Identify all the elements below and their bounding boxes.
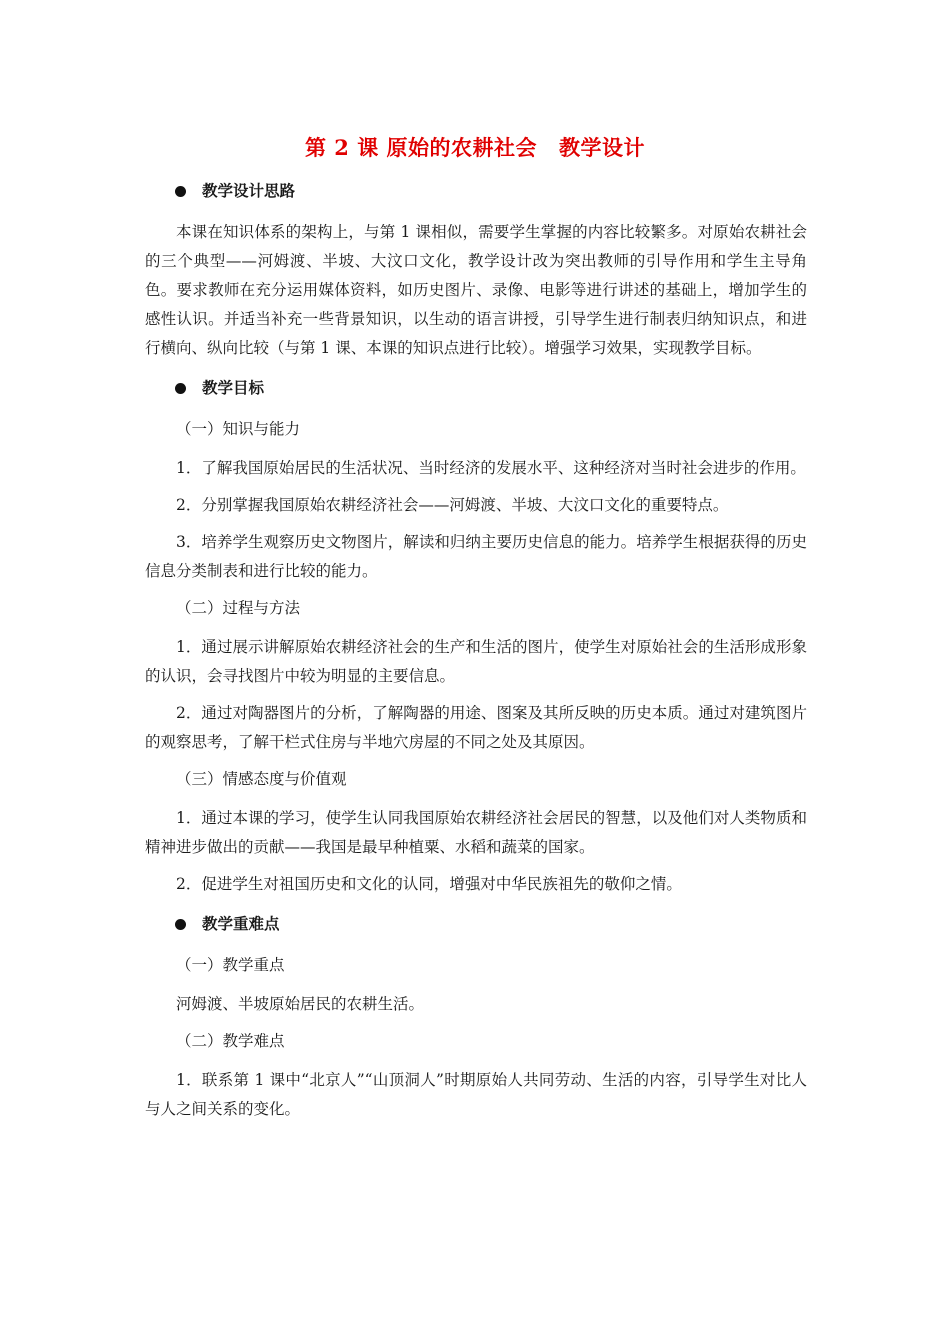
list-item: 3．培养学生观察历史文物图片，解读和归纳主要历史信息的能力。培养学生根据获得的历史信息分类制表和进行比较的能力。 [145, 533, 807, 580]
section-heading-key-points [175, 913, 807, 935]
document-body [145, 180, 807, 1132]
page-title [0, 134, 950, 162]
design-idea-paragraph: 本课在知识体系的架构上，与第 1 课相似，需要学生掌握的内容比较繁多。对原始农耕社会的三个典型——河姆渡、半坡、大汶口文化，教学设计改为突出教师的引导作用和学生主导角色。要求教师在充分运用媒体资料，如历史图片、录像、电影等进行讲述的基础上，增加学生的感性认识。并适当补充一些背景知识，以生动的语言讲授，引导学生进行制表归纳知识点，和进行横向、纵向比较（与第 1 课、本课的知识点进行比较）。增强学习效果，实现教学目标。 [145, 223, 807, 357]
list-item: 2．通过对陶器图片的分析，了解陶器的用途、图案及其所反映的历史本质。通过对建筑图片的观察思考，了解干栏式住房与半地穴房屋的不同之处及其原因。 [145, 704, 807, 751]
bullet-icon [175, 186, 186, 197]
section-heading-design-idea [175, 180, 807, 202]
title-lesson: 第 2 课 原始的农耕社会 [304, 135, 538, 160]
focus-text: 河姆渡、半坡原始居民的农耕生活。 [176, 995, 425, 1013]
title-design: 教学设计 [559, 135, 646, 160]
bullet-icon [175, 383, 186, 394]
subheading-knowledge: （一）知识与能力 [176, 420, 301, 438]
list-item: 1．联系第 1 课中“北京人”“山顶洞人”时期原始人共同劳动、生活的内容，引导学生对比人与人之间关系的变化。 [145, 1071, 807, 1118]
list-item: 2．促进学生对祖国历史和文化的认同，增强对中华民族祖先的敬仰之情。 [176, 875, 682, 893]
bullet-icon [175, 919, 186, 930]
subheading-focus: （一）教学重点 [176, 956, 285, 974]
list-item: 2．分别掌握我国原始农耕经济社会——河姆渡、半坡、大汶口文化的重要特点。 [176, 496, 729, 514]
list-item: 1．通过本课的学习，使学生认同我国原始农耕经济社会居民的智慧，以及他们对人类物质和精神进步做出的贡献——我国是最早种植粟、水稻和蔬菜的国家。 [145, 809, 807, 856]
subheading-difficulty: （二）教学难点 [176, 1032, 285, 1050]
subheading-emotion: （三）情感态度与价值观 [176, 770, 347, 788]
heading-text: 教学重难点 [202, 914, 280, 933]
list-item: 1．通过展示讲解原始农耕经济社会的生产和生活的图片，使学生对原始社会的生活形成形象的认识，会寻找图片中较为明显的主要信息。 [145, 638, 807, 685]
heading-text: 教学设计思路 [202, 181, 296, 200]
list-item: 1．了解我国原始居民的生活状况、当时经济的发展水平、这种经济对当时社会进步的作用。 [176, 459, 806, 477]
subheading-process: （二）过程与方法 [176, 599, 301, 617]
heading-text: 教学目标 [202, 378, 265, 397]
section-heading-objectives [175, 377, 807, 399]
